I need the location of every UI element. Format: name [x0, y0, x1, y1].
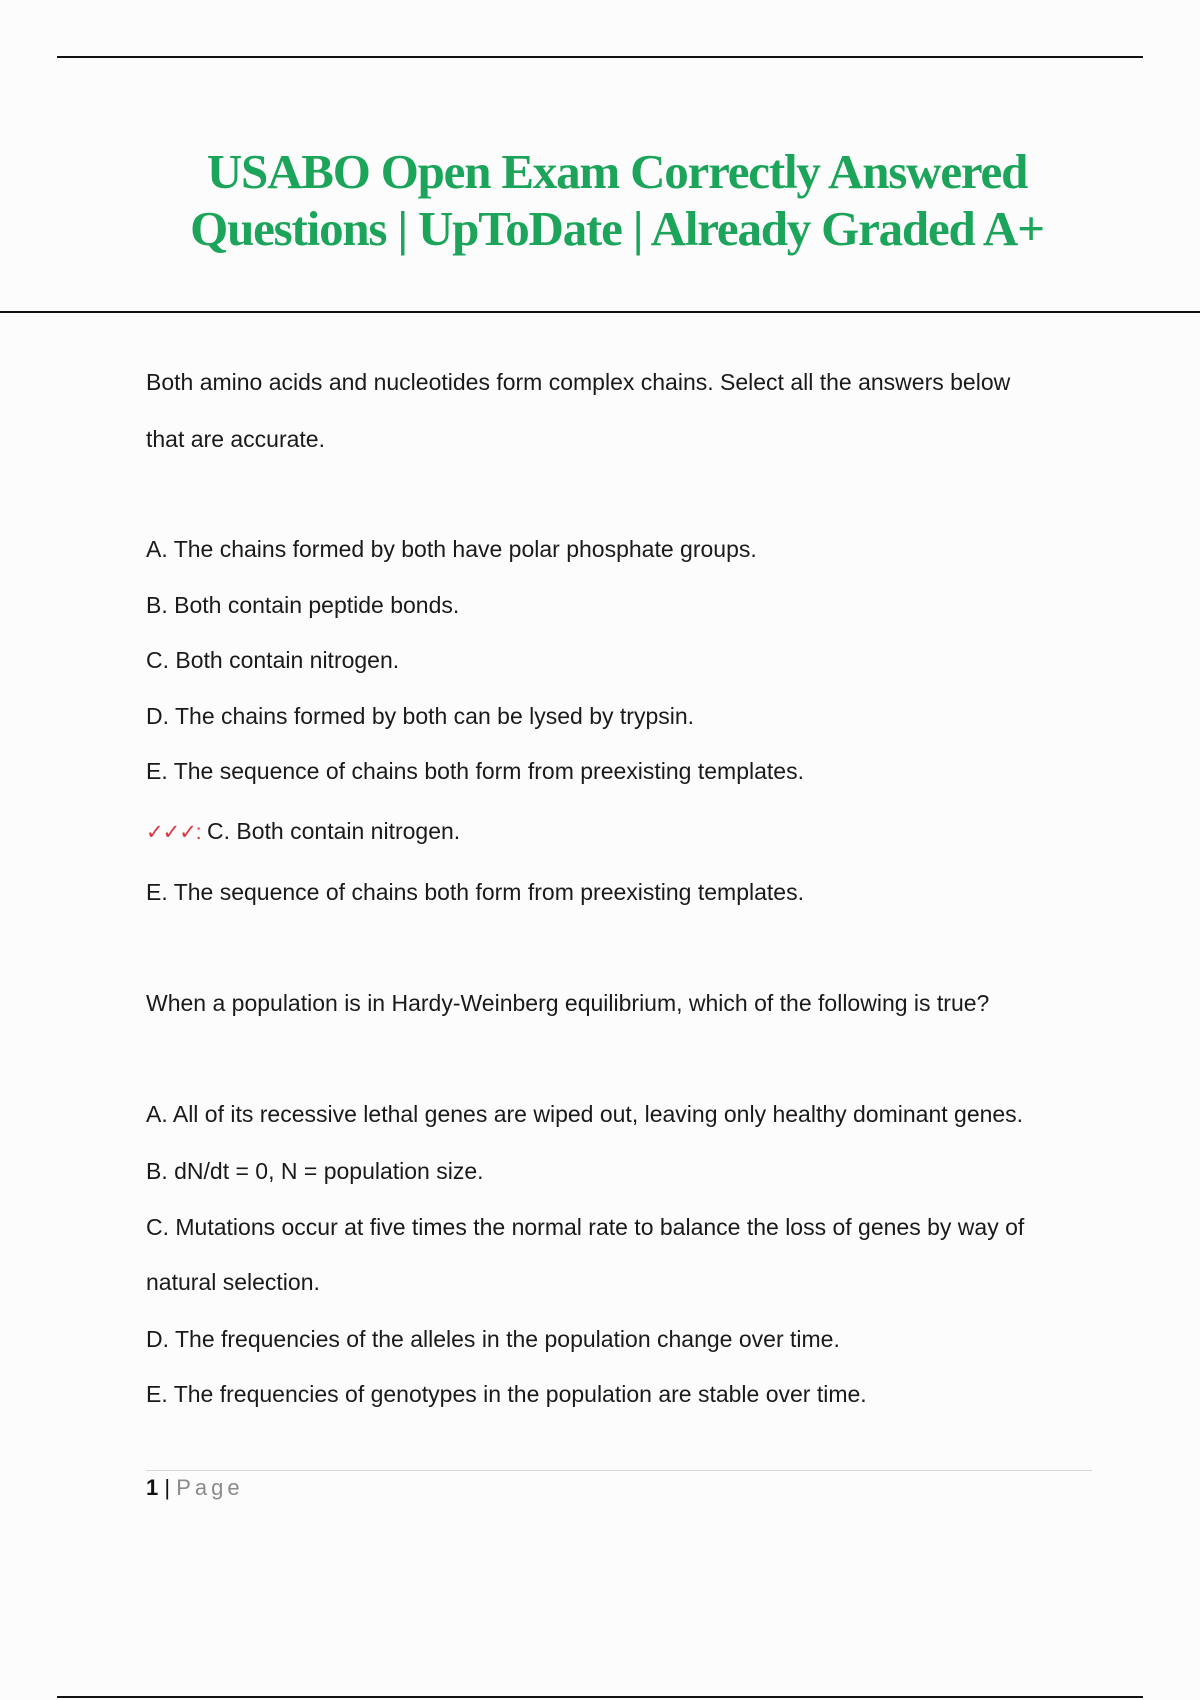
footer-divider — [146, 1470, 1092, 1471]
question-2-stem: When a population is in Hardy-Weinberg equilibrium, which of the following is true? — [146, 990, 990, 1016]
question-1-answer-line-2: E. The sequence of chains both form from preexisting templates. — [146, 879, 804, 905]
question-2-option-a: A. All of its recessive lethal genes are wiped out, leaving only healthy dominant genes. — [146, 1101, 1024, 1127]
title-line-2: Questions | UpToDate | Already Graded A+ — [190, 201, 1044, 256]
question-1-option-a: A. The chains formed by both have polar phosphate groups. — [146, 536, 757, 562]
title-line-1: USABO Open Exam Correctly Answered — [206, 144, 1028, 199]
question-2-option-b: B. dN/dt = 0, N = population size. — [146, 1158, 484, 1184]
question-1-stem-line-2: that are accurate. — [146, 426, 325, 452]
page-separator: | — [164, 1475, 171, 1500]
question-1-option-d: D. The chains formed by both can be lysed by trypsin. — [146, 703, 695, 729]
document-title — [0, 143, 1200, 257]
page-footer — [146, 1474, 244, 1502]
question-2-option-c: C. Mutations occur at five times the normal rate to balance the loss of genes by way of — [146, 1214, 1025, 1240]
question-2-option-d: D. The frequencies of the alleles in the population change over time. — [146, 1326, 840, 1352]
top-rule — [57, 56, 1143, 58]
question-2-option-c-continued: natural selection. — [146, 1269, 320, 1295]
question-1-option-b: B. Both contain peptide bonds. — [146, 592, 460, 618]
question-2-option-e: E. The frequencies of genotypes in the population are stable over time. — [146, 1381, 867, 1407]
question-1-answer-line-1: C. Both contain nitrogen. — [207, 818, 461, 844]
question-1-answer — [146, 817, 460, 847]
page-label: Page — [176, 1475, 244, 1500]
question-1-option-c: C. Both contain nitrogen. — [146, 647, 400, 673]
question-1-stem-line-1: Both amino acids and nucleotides form complex chains. Select all the answers below — [146, 369, 1011, 395]
bottom-rule — [57, 1696, 1143, 1698]
question-1-option-e: E. The sequence of chains both form from preexisting templates. — [146, 758, 804, 784]
page-number: 1 — [146, 1475, 159, 1500]
check-marks-icon: ✓✓✓: — [146, 821, 201, 844]
title-divider — [0, 311, 1200, 313]
